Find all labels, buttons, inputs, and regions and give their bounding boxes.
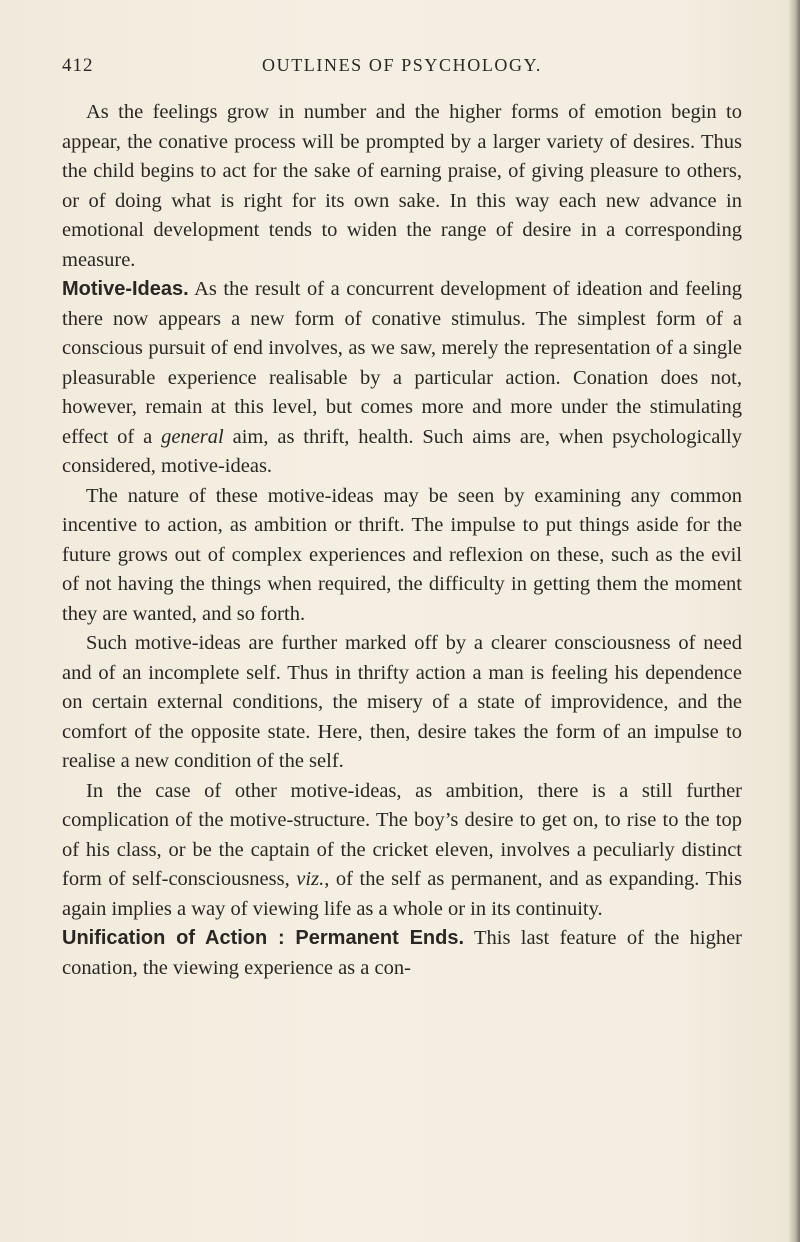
- paragraph: Unification of Action : Permanent Ends. This last feature of the higher conation, the viewing experience as a con-: [62, 927, 742, 979]
- page-edge-shadow: [788, 0, 800, 1242]
- paragraph: Motive-Ideas. As the result of a concurrent development of ideation and feeling there now appears a new form of conative stimulus. The simplest form of a conscious pursuit of end involves, as we saw, merely the representation of a single pleasurable experience realisable by a particular action. Conation does not, however, remain at this level, but comes more and more under the stimulating effect of a general aim, as thrift, health. Such aims are, when psychologically considered, motive-ideas.: [62, 278, 742, 477]
- section-heading: Motive-Ideas.: [62, 278, 189, 300]
- page-header: [62, 55, 742, 81]
- section-heading: Unification of Action : Permanent Ends.: [62, 927, 465, 949]
- paragraph: Such motive-ideas are further marked off by a clearer consciousness of need and of an incomplete self. Thus in thrifty action a man is feeling his dependence on certain external conditions, the misery of a state of improvidence, and the comfort of the opposite state. Here, then, desire takes the form of an impulse to realise a new condition of the self.: [62, 632, 742, 772]
- paragraph: The nature of these motive-ideas may be seen by examining any common incentive to action, as ambition or thrift. The impulse to put things aside for the future grows out of complex experiences and reflexion on these, such as the evil of not having the things when required, the difficulty in getting them the moment they are wanted, and so forth.: [62, 484, 742, 625]
- paragraph: As the feelings grow in number and the higher forms of emotion begin to appear, the conative process will be prompted by a larger variety of desires. Thus the child begins to act for the sake of earning praise, of giving pleasure to others, or of doing what is right for its own sake. In this way each new advance in emotional development tends to widen the range of desire in a corresponding measure.: [62, 101, 742, 271]
- page-number: 412: [62, 55, 94, 76]
- body-text: [62, 98, 742, 983]
- paragraph: In the case of other motive-ideas, as ambition, there is a still further complication of the motive-structure. The boy’s desire to get on, to rise to the top of his class, or be the captain of the cricket eleven, involves a peculiarly distinct form of self-consciousness, viz., of the self as permanent, and as expanding. This again implies a way of viewing life as a whole or in its continuity.: [62, 779, 742, 920]
- running-head: OUTLINES OF PSYCHOLOGY.: [262, 55, 542, 75]
